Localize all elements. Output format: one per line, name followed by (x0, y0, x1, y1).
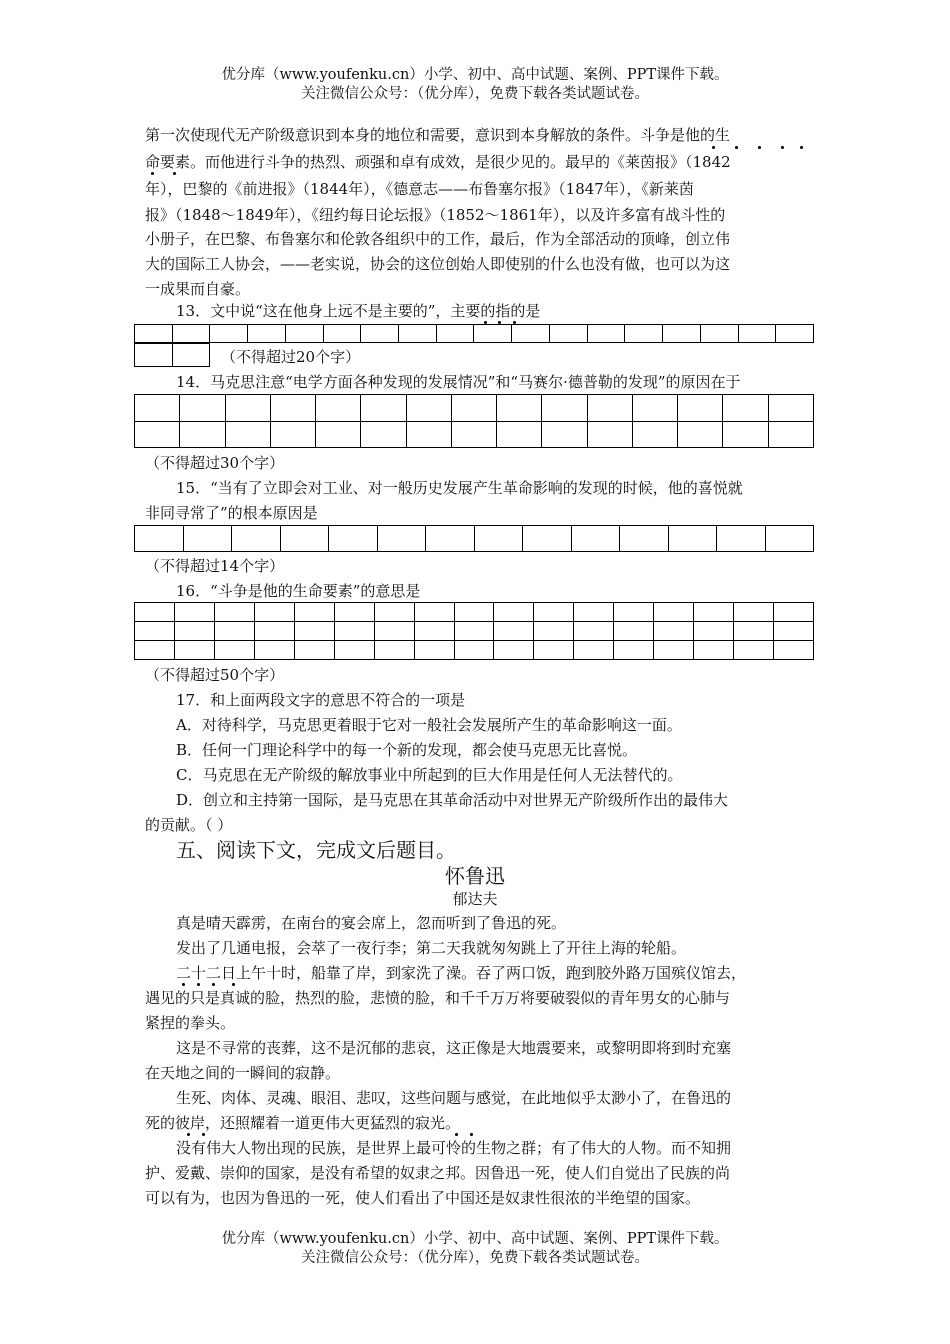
emphasis-dot (151, 172, 154, 175)
essay-paragraph: 遇见的只是真诚的脸，热烈的脸，悲愤的脸，和千千万万将要破裂似的青年男女的心肺与 (145, 989, 731, 1007)
q17-option-a: A．对待科学，马克思更着眼于它对一般社会发展所产生的革命影响这一面。 (176, 716, 682, 734)
q17-option-b: B．任何一门理论科学中的每一个新的发现，都会使马克思无比喜悦。 (176, 741, 638, 759)
essay-paragraph: 在天地之间的一瞬间的寂静。 (145, 1064, 341, 1082)
passage-line: 小册子，在巴黎、布鲁塞尔和伦敦各组织中的工作，最后，作为全部活动的顶峰，创立伟 (145, 230, 731, 248)
essay-paragraph: 没有伟大人物出现的民族，是世界上最可怜的生物之群；有了伟大的人物。而不知拥 (176, 1139, 732, 1157)
q13-word-limit: （不得超过20个字） (221, 348, 361, 366)
question-14: 14．马克思注意“电学方面各种发现的发展情况”和“马赛尔·德普勒的发现”的原因在于 (176, 373, 741, 391)
emphasis-dot (212, 983, 215, 986)
passage-line: 年），巴黎的《前进报》（1844年），《德意志——布鲁塞尔报》（1847年），《新莱茵 (145, 180, 694, 198)
essay-paragraph: 可以有为，也因为鲁迅的一死，使人们看出了中国还是奴隶性很浓的半绝望的国家。 (145, 1189, 701, 1207)
q17-option-d-line-2: 的贡献。（ ） (145, 816, 233, 834)
essay-paragraph: 二十二日上午十时，船靠了岸，到家洗了澡。吞了两口饭，跑到胶外路万国殡仪馆去， (176, 964, 747, 982)
emphasis-dot (202, 1133, 205, 1136)
answer-grid-q13-row2[interactable] (134, 343, 210, 367)
answer-grid-q13-row1[interactable] (134, 324, 814, 343)
question-15-line-1: 15．“当有了立即会对工业、对一般历史发展产生革命影响的发现的时候，他的喜悦就 (176, 479, 743, 497)
emphasis-dot (455, 1133, 458, 1136)
q16-word-limit: （不得超过50个字） (145, 666, 285, 684)
passage-line: 命要素。而他进行斗争的热烈、顽强和卓有成效，是很少见的。最早的《莱茵报》（1842 (145, 153, 731, 171)
section-heading: 五、阅读下文，完成文后题目。 (176, 838, 456, 862)
q15-word-limit: （不得超过14个字） (145, 557, 285, 575)
question-16: 16．“斗争是他的生命要素”的意思是 (176, 582, 421, 600)
emphasis-dot (182, 983, 185, 986)
q17-option-c: C．马克思在无产阶级的解放事业中所起到的巨大作用是任何人无法替代的。 (176, 766, 683, 784)
emphasis-dot (232, 983, 235, 986)
q17-option-d-line-1: D．创立和主持第一国际，是马克思在其革命活动中对世界无产阶级所作出的最伟大 (176, 791, 729, 809)
emphasis-dot (712, 146, 715, 149)
answer-grid-q15[interactable] (134, 525, 814, 552)
passage-line: 第一次使现代无产阶级意识到本身的地位和需要，意识到本身解放的条件。斗争是他的生 (145, 126, 731, 144)
emphasis-dot (173, 172, 176, 175)
essay-title: 怀鲁迅 (445, 864, 505, 888)
question-13: 13．文中说“这在他身上远不是主要的”，主要的指的是 (176, 302, 541, 320)
page-footer-line-1: 优分库（www.youfenku.cn）小学、初中、高中试题、案例、PPT课件下载。 (221, 1231, 729, 1247)
page-header-line-1: 优分库（www.youfenku.cn）小学、初中、高中试题、案例、PPT课件下载。 (221, 67, 729, 83)
question-17: 17．和上面两段文字的意思不符合的一项是 (176, 691, 466, 709)
emphasis-dot (197, 983, 200, 986)
essay-paragraph: 真是晴天霹雳，在南台的宴会席上，忽而听到了鲁迅的死。 (176, 914, 567, 932)
q14-word-limit: （不得超过30个字） (145, 454, 285, 472)
emphasis-dot (758, 146, 761, 149)
essay-paragraph: 死的彼岸，还照耀着一道更伟大更猛烈的寂光。 (145, 1114, 461, 1132)
answer-grid-q16[interactable] (134, 602, 814, 660)
emphasis-dot (470, 1133, 473, 1136)
essay-paragraph: 这是不寻常的丧葬，这不是沉郁的悲哀，这正像是大地震要来，或黎明即将到时充塞 (176, 1039, 732, 1057)
essay-paragraph: 生死、肉体、灵魂、眼泪、悲叹，这些问题与感觉，在此地似乎太渺小了，在鲁迅的 (176, 1089, 732, 1107)
passage-line: 报》（1848～1849年），《纽约每日论坛报》（1852～1861年），以及许多富有战斗性的 (145, 206, 726, 224)
emphasis-dot (800, 146, 803, 149)
essay-paragraph: 紧捏的拳头。 (145, 1014, 236, 1032)
question-15-line-2: 非同寻常了”的根本原因是 (145, 504, 318, 522)
essay-paragraph: 护、爱戴、崇仰的国家，是没有希望的奴隶之邦。因鲁迅一死，使人们自觉出了民族的尚 (145, 1164, 731, 1182)
answer-grid-q14[interactable] (134, 394, 814, 448)
passage-line: 一成果而自豪。 (145, 280, 251, 298)
emphasis-dot (735, 146, 738, 149)
emphasis-dot (781, 146, 784, 149)
essay-paragraph: 发出了几通电报，会萃了一夜行李；第二天我就匆匆跳上了开往上海的轮船。 (176, 939, 687, 957)
essay-author: 郁达夫 (452, 890, 498, 908)
passage-line: 大的国际工人协会，——老实说，协会的这位创始人即使别的什么也没有做，也可以为这 (145, 255, 731, 273)
emphasis-dot (187, 1133, 190, 1136)
page-footer-line-2: 关注微信公众号：（优分库），免费下载各类试题试卷。 (301, 1250, 649, 1266)
page-header-line-2: 关注微信公众号：（优分库），免费下载各类试题试卷。 (301, 86, 649, 102)
